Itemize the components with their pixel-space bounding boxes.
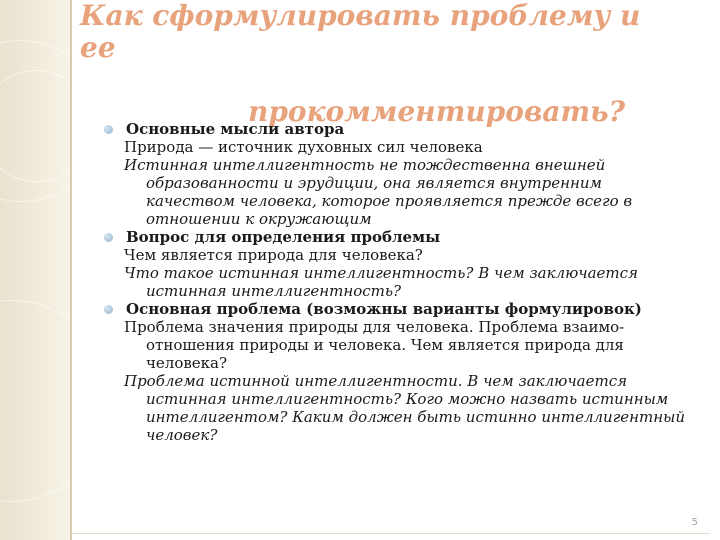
bullet-icon xyxy=(104,125,113,134)
decorative-side-panel xyxy=(0,0,70,540)
decorative-swirl xyxy=(0,300,70,502)
decorative-swirl xyxy=(0,70,70,182)
bullet-icon xyxy=(104,305,113,314)
text-paragraph: Проблема значения природы для человека. Проблема взаимо-отношения природы и человека. Чем является природа для человека? xyxy=(124,318,625,372)
text-paragraph: Чем является природа для человека? xyxy=(124,246,423,264)
title-line-1: Как сформулировать проблему и xyxy=(80,0,641,32)
footer-divider xyxy=(72,533,710,534)
title-line-3: прокомментировать? xyxy=(248,95,625,128)
bullet-heading: Основная проблема (возможны варианты формулировок) xyxy=(100,300,694,318)
italic-paragraph: Проблема истинной интеллигентности. В чем заключается истинная интеллигентность? Кого можно назвать истинным интеллигентом? Каким должен быть истинно интеллигентный человек? xyxy=(124,372,686,444)
page-number: 5 xyxy=(691,517,698,528)
title-line-2: ее xyxy=(80,31,116,64)
bullet-heading: Основные мысли автора xyxy=(100,120,694,138)
text-paragraph: Природа — источник духовных сил человека xyxy=(124,138,483,156)
panel-divider xyxy=(70,0,72,540)
italic-paragraph: Что такое истинная интеллигентность? В чем заключается истинная интеллигентность? xyxy=(124,264,638,300)
bullet-heading: Вопрос для определения проблемы xyxy=(100,228,694,246)
slide-content xyxy=(124,120,694,444)
italic-paragraph: Истинная интеллигентность не тождественна внешней образованности и эрудиции, она является внутренним качеством человека, которое проявляется прежде всего в отношении к окружающим xyxy=(124,156,633,228)
slide-title xyxy=(80,0,700,128)
bullet-icon xyxy=(104,233,113,242)
